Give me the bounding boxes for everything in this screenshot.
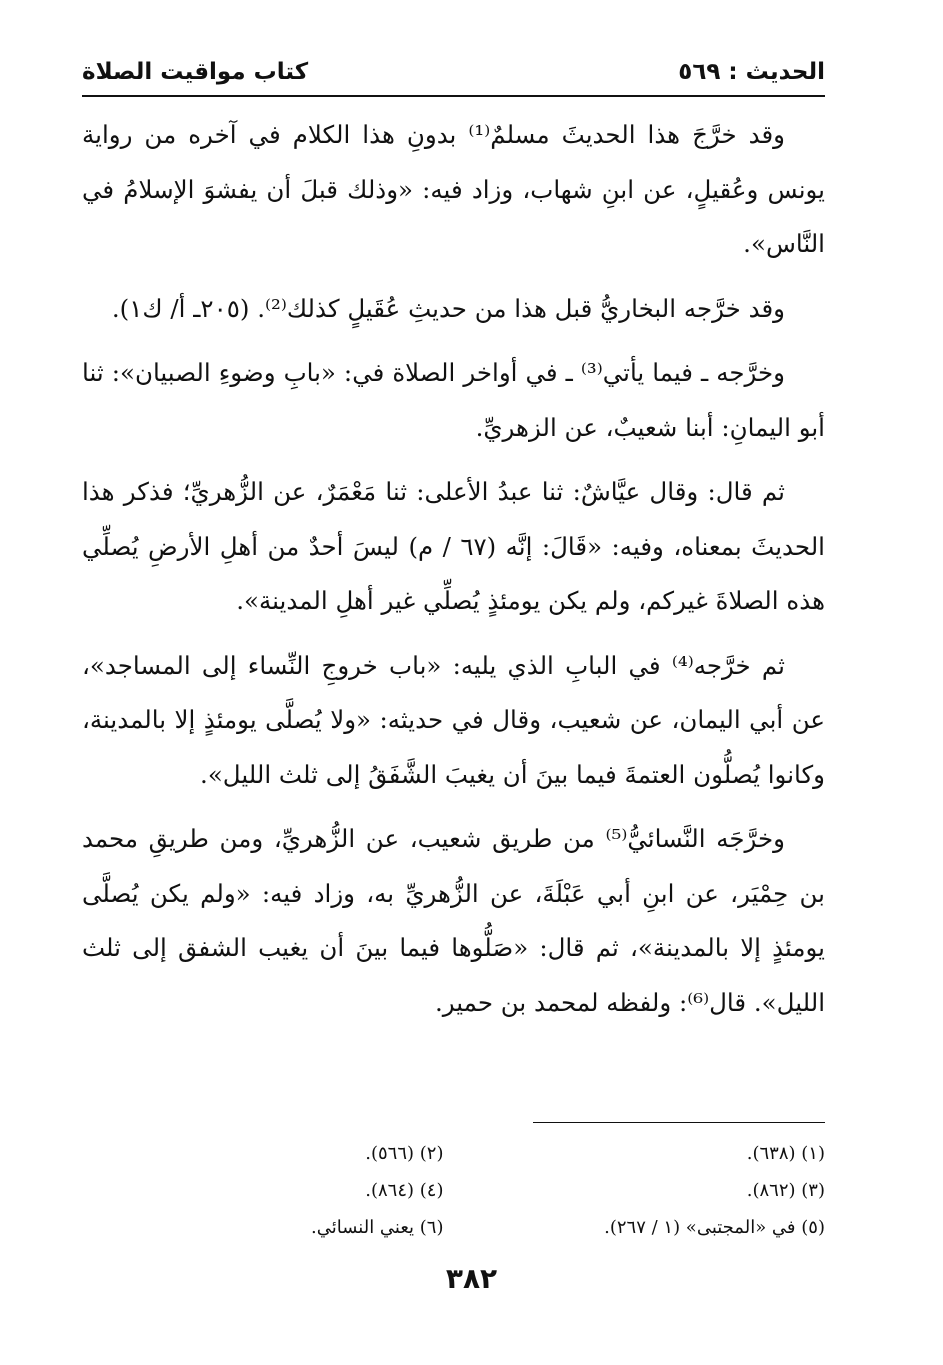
footnote-4: (٤) (٨٦٤). [365, 1180, 444, 1201]
running-header [82, 52, 825, 92]
main-text [82, 108, 825, 1040]
header-book-title: كتاب مواقيت الصلاة [82, 59, 309, 85]
footnote-rule [533, 1122, 825, 1123]
paragraph: وخرَّجَه النَّسائيُّ⁽⁵⁾ من طريق شعيب، عن الزُّهريِّ، ومن طريقِ محمد بن حِمْيَر، عن ابنِ أبي عَبْلَةَ، عن الزُّهريِّ به، وزاد فيه: «ولم يكن يُصلَّى يومئذٍ إلا بالمدينة»، ثم قال: «صَلُّوها فيما بينَ أن يغيب الشفق إلى ثلث الليل». قال⁽⁶⁾: ولفظه لمحمد بن حمير. [82, 824, 825, 1017]
footnotes [82, 1135, 825, 1246]
header-hadith-number: الحديث : ٥٦٩ [678, 59, 825, 85]
footnote-1: (١) (٦٣٨). [746, 1143, 825, 1164]
paragraph: وخرَّجه ـ فيما يأتي⁽³⁾ ـ في أواخر الصلاة في: «بابِ وضوءِ الصبيان»: ثنا أبو اليمانِ: أبنا شعيبٌ، عن الزهريِّ. [82, 358, 825, 442]
paragraph: وقد خرَّجَ هذا الحديثَ مسلمٌ⁽¹⁾ بدونِ هذا الكلام في آخره من رواية يونس وعُقيلٍ، عن ابنِ شهاب، وزاد فيه: «وذلك قبلَ أن يفشوَ الإسلامُ في النَّاس». [82, 120, 825, 258]
paragraph: وقد خرَّجه البخاريُّ قبل هذا من حديثِ عُقَيلٍ كذلك⁽²⁾. (٢٠٥ـ أ/ ك١). [111, 293, 785, 323]
paragraph: ثم قال: وقال عيَّاشٌ: ثنا عبدُ الأعلى: ثنا مَعْمَرٌ، عن الزُّهريِّ؛ فذكر هذا الحديثَ بمعناه، وفيه: «قَالَ: إنَّه (٦٧ / م) ليسَ أحدٌ من أهلِ الأرضِ يُصلِّي هذه الصلاةَ غيركم، ولم يكن يومئذٍ يُصلِّي غير أهلِ المدينة». [82, 477, 825, 615]
paragraph: ثم خرَّجه⁽⁴⁾ في البابِ الذي يليه: «باب خروجِ النِّساء إلى المساجد»، عن أبي اليمان، عن شعيب، وقال في حديثه: «ولا يُصلَّى يومئذٍ إلا بالمدينة، وكانوا يُصلُّون العتمةَ فيما بينَ أن يغيبَ الشَّفَقُ إلى ثلث الليل». [82, 650, 825, 789]
footnote-2: (٢) (٥٦٦). [365, 1143, 444, 1164]
footnote-6: (٦) يعني النسائي. [311, 1217, 444, 1238]
footnote-5: (٥) في «المجتبى» (١ / ٢٦٧). [604, 1217, 825, 1238]
footnote-3: (٣) (٨٦٢). [746, 1180, 825, 1201]
page-number: ٣٨٢ [445, 1262, 498, 1295]
header-rule [82, 95, 825, 97]
